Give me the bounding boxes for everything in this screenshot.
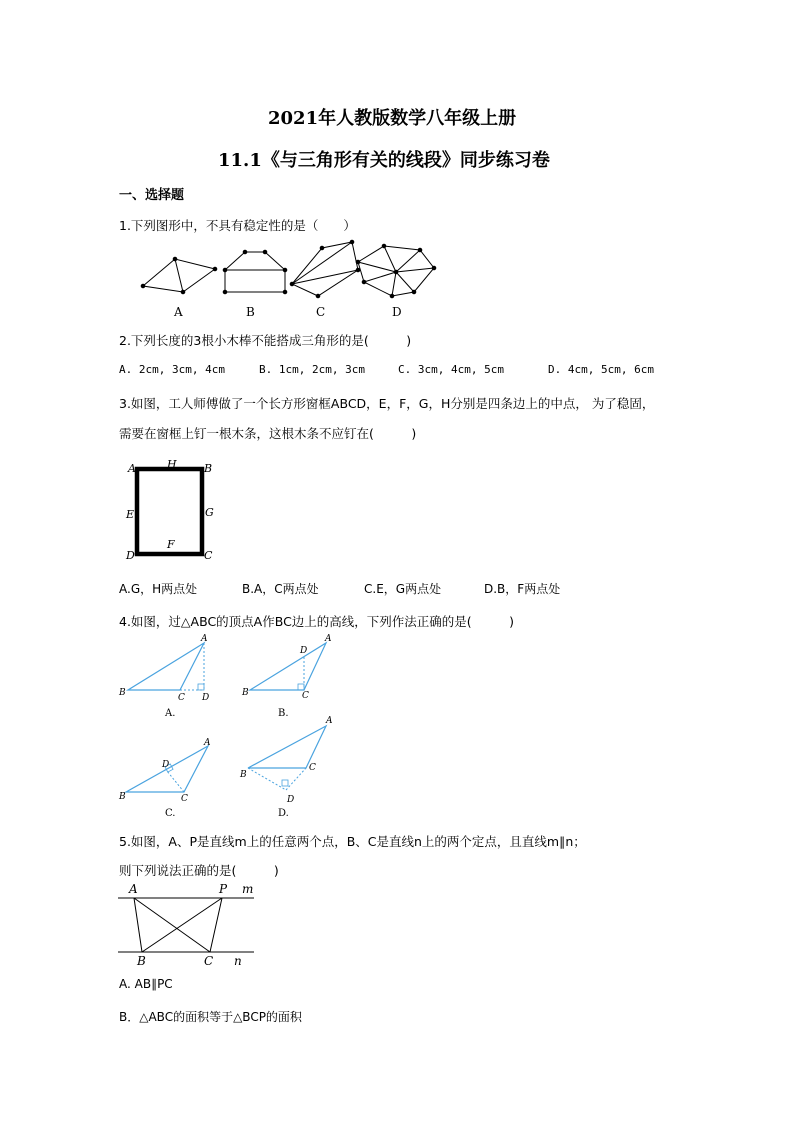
page-title: 2021年人教版数学八年级上册: [268, 108, 517, 129]
q4c-label-a: A: [204, 738, 211, 748]
q5-label-n: n: [234, 954, 242, 968]
q4-caption-a: A.: [165, 708, 176, 719]
q4a-label-d: D: [202, 693, 210, 703]
question-5-option-a: A. AB∥PC: [119, 977, 173, 991]
q5-label-c: C: [204, 954, 214, 968]
q4b-label-d: D: [300, 646, 308, 656]
question-2-option-b: B. 1cm, 2cm, 3cm: [259, 363, 365, 376]
frame-label-g: G: [205, 506, 214, 519]
question-3-line-1: 3.如图，工人师傅做了一个长方形窗框ABCD，E，F，G，H分别是四条边上的中点， 为了稳固，: [119, 396, 655, 411]
q4c-label-b: B: [119, 792, 126, 802]
page-subtitle: 11.1《与三角形有关的线段》同步练习卷: [218, 150, 550, 171]
q4b-label-c: C: [302, 691, 309, 701]
question-3-option-b: B.A，C两点处: [242, 582, 319, 596]
question-5-option-b: B．△ABC的面积等于△BCP的面积: [119, 1010, 302, 1024]
q5-label-p: P: [219, 882, 228, 896]
figure-a-shape: [141, 257, 217, 294]
q4b-label-a: A: [325, 634, 332, 644]
question-2-text: 2.下列长度的3根小木棒不能搭成三角形的是( ): [119, 333, 412, 348]
question-2-option-a: A. 2cm, 3cm, 4cm: [119, 363, 225, 376]
q4-figure-a: [120, 635, 230, 705]
question-1-text: 1.下列图形中，不具有稳定性的是（ ）: [119, 218, 356, 233]
q4-figure-b: [242, 635, 352, 705]
section-heading: 一、选择题: [119, 188, 185, 203]
question-4-text: 4.如图，过△ABC的顶点A作BC边上的高线，下列作法正确的是( ): [119, 614, 515, 629]
q4-caption-c: C.: [165, 808, 176, 819]
frame-label-d: D: [126, 549, 135, 562]
figure-c-label: C: [316, 305, 326, 319]
q4-figure-d: [242, 720, 352, 800]
q4-figure-c: [120, 740, 230, 810]
q5-label-a: A: [129, 882, 138, 896]
q4d-label-a: A: [326, 716, 333, 726]
figure-a-label: A: [174, 305, 183, 319]
q5-label-b: B: [137, 954, 146, 968]
frame-label-a: A: [128, 462, 136, 475]
question-3-option-c: C.E，G两点处: [364, 582, 442, 596]
q4c-label-d: D: [162, 760, 170, 770]
q4d-label-d: D: [287, 795, 295, 805]
q4b-label-b: B: [242, 688, 249, 698]
frame-label-f: F: [167, 538, 175, 551]
q4a-label-b: B: [119, 688, 126, 698]
question-3-option-d: D.B，F两点处: [484, 582, 561, 596]
frame-label-c: C: [204, 549, 213, 562]
q4-caption-d: D.: [278, 808, 289, 819]
figure-b-label: B: [246, 305, 255, 319]
figure-d-shape: [356, 244, 436, 298]
question-3-line-2: 需要在窗框上钉一根木条，这根木条不应钉在( ): [119, 426, 417, 441]
q4d-label-b: B: [240, 770, 247, 780]
q4a-label-a: A: [201, 634, 208, 644]
frame-label-e: E: [126, 508, 135, 521]
q4d-label-c: C: [309, 763, 316, 773]
question-5-line-1: 5.如图，A、P是直线m上的任意两个点，B、C是直线n上的两个定点，且直线m∥n；: [119, 834, 586, 849]
question-2-option-d: D. 4cm, 5cm, 6cm: [548, 363, 654, 376]
question-2-option-c: C. 3cm, 4cm, 5cm: [398, 363, 504, 376]
question-5-line-2: 则下列说法正确的是( ): [119, 863, 279, 878]
frame-label-h: H: [167, 458, 177, 471]
question-3-option-a: A.G，H两点处: [119, 582, 198, 596]
question-1-figures: [130, 240, 450, 310]
figure-c-shape: [290, 240, 360, 298]
q4c-label-c: C: [181, 794, 188, 804]
figure-d-label: D: [392, 305, 402, 319]
frame-label-b: B: [204, 462, 213, 475]
figure-b-shape: [223, 250, 287, 294]
q4-caption-b: B.: [278, 708, 289, 719]
q4a-label-c: C: [178, 693, 185, 703]
q5-label-m: m: [242, 882, 254, 896]
